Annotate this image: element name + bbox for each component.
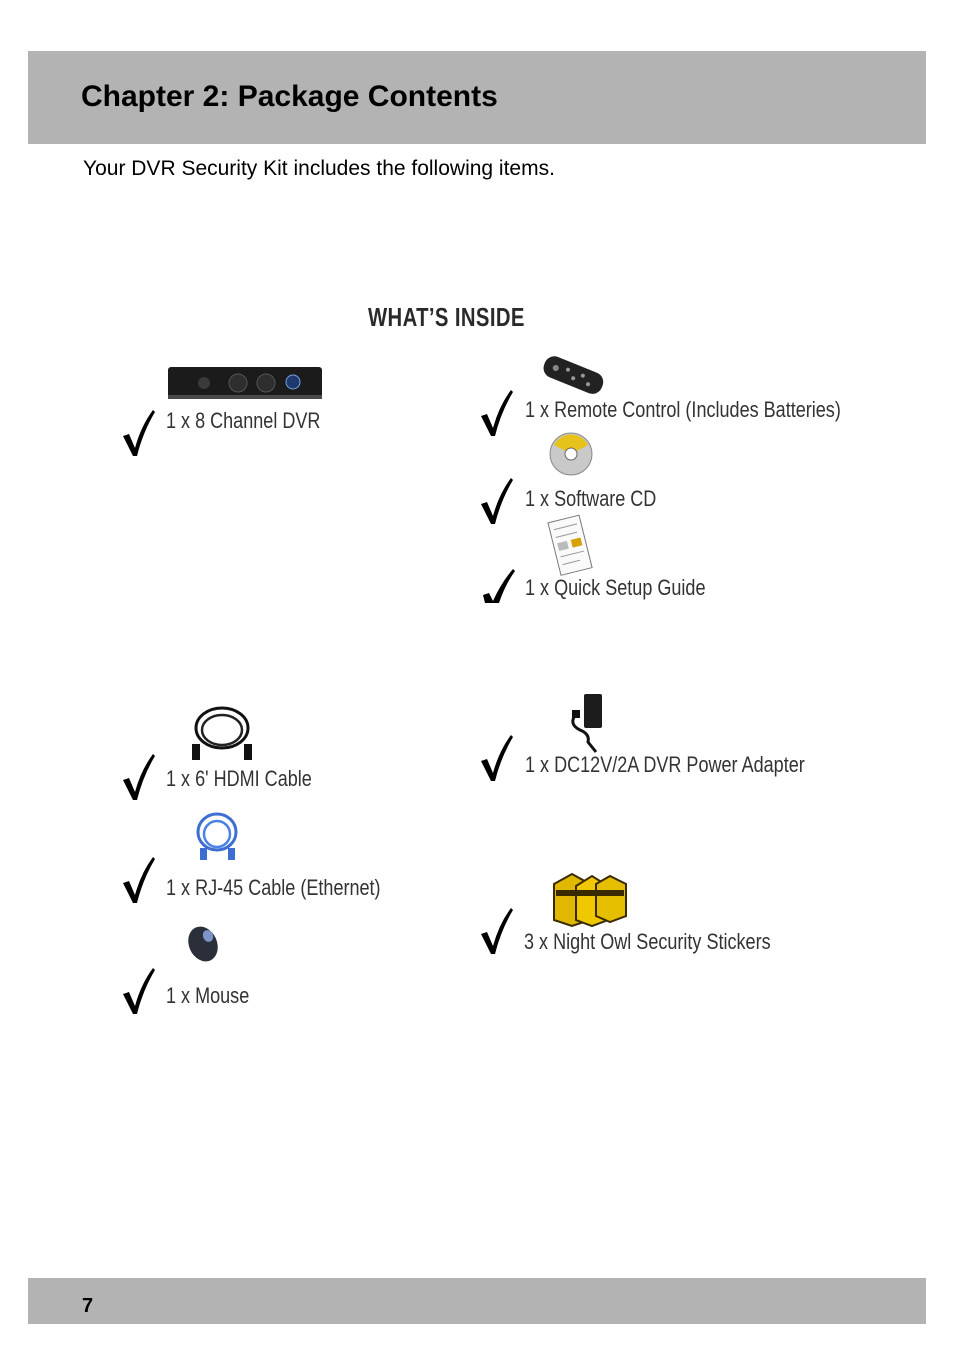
checkmark-icon	[121, 855, 157, 905]
page-title: Chapter 2: Package Contents	[81, 80, 498, 113]
checkmark-icon	[479, 476, 515, 526]
checkmark-icon	[121, 966, 157, 1016]
checkmark-icon	[481, 560, 517, 610]
checkmark-icon	[479, 906, 515, 956]
page-number: 7	[82, 1295, 94, 1317]
item-label: 1 x Mouse	[166, 983, 250, 1008]
item-label: 1 x 6' HDMI Cable	[166, 766, 312, 791]
item-label: 1 x Quick Setup Guide	[525, 575, 706, 600]
ethernet-cable-icon	[192, 810, 242, 862]
item-label: 1 x RJ-45 Cable (Ethernet)	[166, 875, 381, 900]
mouse-icon	[184, 920, 222, 964]
intro-text: Your DVR Security Kit includes the following items.	[83, 157, 555, 180]
remote-control-icon	[538, 352, 608, 400]
power-adapter-icon	[566, 694, 608, 754]
section-heading: WHAT’S INSIDE	[368, 302, 525, 332]
item-label: 1 x DC12V/2A DVR Power Adapter	[525, 752, 805, 777]
stickers-icon	[552, 872, 628, 928]
checkmark-icon	[121, 752, 157, 802]
setup-guide-icon	[546, 514, 596, 576]
item-label: 1 x Software CD	[525, 486, 657, 511]
cd-icon	[548, 431, 594, 477]
item-label: 3 x Night Owl Security Stickers	[524, 929, 771, 954]
checkmark-icon	[479, 733, 515, 783]
dvr-icon	[168, 363, 324, 401]
footer-bar	[28, 1278, 926, 1324]
hdmi-cable-icon	[188, 704, 256, 762]
checkmark-icon	[479, 388, 515, 438]
item-label: 1 x Remote Control (Includes Batteries)	[525, 397, 841, 422]
checkmark-icon	[121, 408, 157, 458]
item-label: 1 x 8 Channel DVR	[166, 408, 321, 433]
